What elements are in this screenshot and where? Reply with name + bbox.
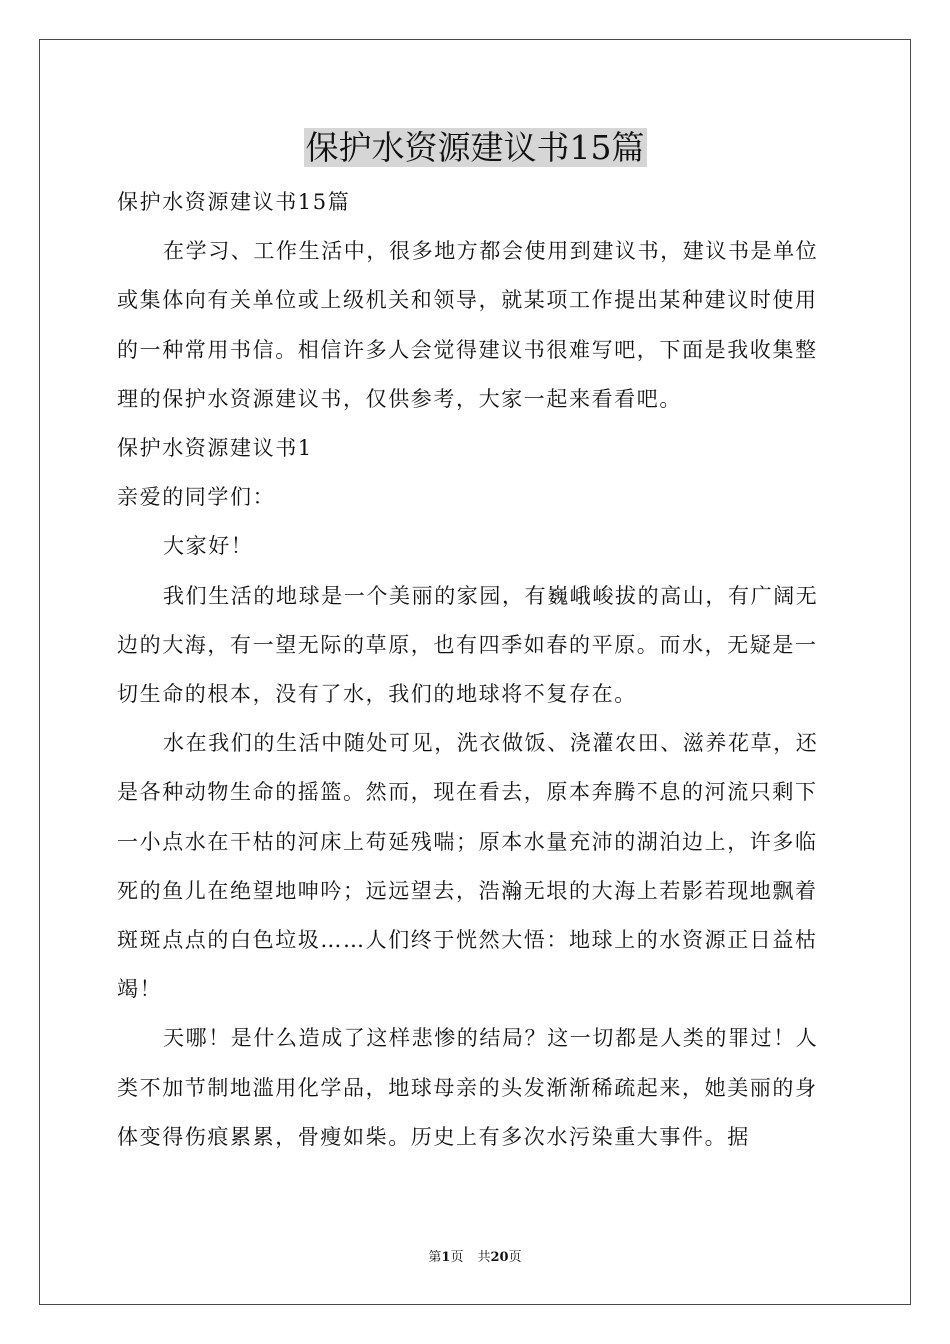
page-number: 1 [441,1250,451,1265]
page-footer [0,1249,950,1267]
total-suffix: 页 [508,1250,522,1265]
section-heading: 保护水资源建议书1 [117,436,313,461]
intro-paragraph: 在学习、工作生活中，很多地方都会使用到建议书，建议书是单位或集体向有关单位或上级机关和领导，就某项工作提出某种建议时使用的一种常用书信。相信许多人会觉得建议书很难写吧，下面是我收集整理的保护水资源建议书，仅供参考，大家一起来看看吧。 [117,239,819,411]
body-paragraph: 天哪！是什么造成了这样悲惨的结局？这一切都是人类的罪过！人类不加节制地滥用化学品，地球母亲的头发渐渐稀疏起来，她美丽的身体变得伤痕累累，骨瘦如柴。历史上有多次水污染重大事件。据 [117,1026,819,1149]
body-paragraph: 水在我们的生活中随处可见，洗衣做饭、浇灌农田、滋养花草，还是各种动物生命的摇篮。然而，现在看去，原本奔腾不息的河流只剩下一小点水在干枯的河床上苟延残喘；原本水量充沛的湖泊边上，许多临死的鱼儿在绝望地呻吟；远远望去，浩瀚无垠的大海上若影若现地飘着斑斑点点的白色垃圾……人们终于恍然大悟：地球上的水资源正日益枯竭！ [117,731,819,1002]
document-title [0,126,950,170]
total-pages: 20 [490,1250,509,1265]
total-prefix: 共 [477,1250,491,1265]
page-prefix: 第 [428,1250,442,1265]
document-body [117,178,833,1162]
page-suffix: 页 [450,1250,464,1265]
subtitle-paragraph: 保护水资源建议书15篇 [117,190,351,214]
salutation-paragraph: 亲爱的同学们： [117,485,276,510]
document-title-text: 保护水资源建议书15篇 [305,128,645,167]
greeting-paragraph: 大家好！ [163,534,254,559]
body-paragraph: 我们生活的地球是一个美丽的家园，有巍峨峻拔的高山，有广阔无边的大海，有一望无际的草原，也有四季如春的平原。而水，无疑是一切生命的根本，没有了水，我们的地球将不复存在。 [117,583,819,707]
